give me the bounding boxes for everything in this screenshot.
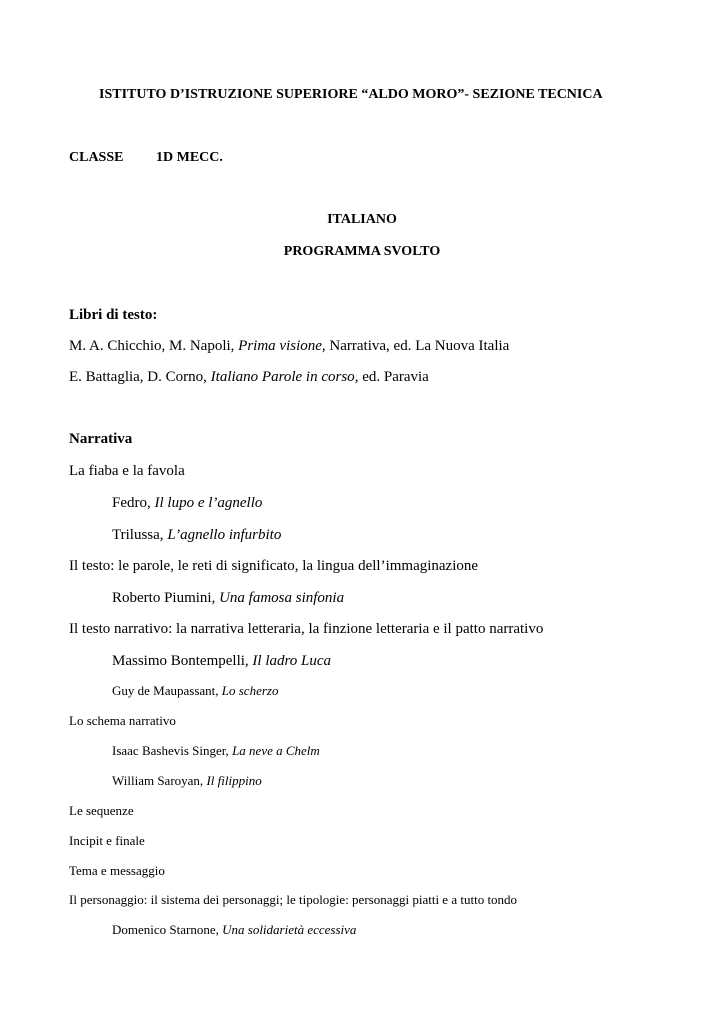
topic-schema: Lo schema narrativo (69, 713, 176, 728)
institute-heading: ISTITUTO D’ISTRUZIONE SUPERIORE “ALDO MORO”- SEZIONE TECNICA (99, 87, 603, 102)
reading-bontempelli-title: Il ladro Luca (252, 653, 332, 669)
class-label: CLASSE (69, 150, 124, 165)
subject-title: ITALIANO (327, 212, 397, 227)
reading-starnone-author: Domenico Starnone, (112, 922, 223, 937)
reading-fedro-title: Il lupo e l’agnello (154, 495, 263, 511)
reading-saroyan (112, 774, 262, 787)
program-title: PROGRAMMA SVOLTO (283, 244, 441, 259)
textbook-1 (69, 339, 509, 354)
reading-saroyan-title: Il filippino (206, 773, 262, 788)
reading-trilussa-title: L’agnello infurbito (167, 527, 282, 543)
reading-maupassant (112, 684, 278, 697)
reading-piumini-title: Una famosa sinfonia (219, 590, 345, 606)
reading-piumini (112, 591, 344, 606)
textbook-2-title: Italiano Parole in corso (210, 369, 355, 385)
topic-testo: Il testo: le parole, le reti di significato, la lingua dell’immaginazione (69, 558, 479, 574)
reading-maupassant-title: Lo scherzo (221, 683, 279, 698)
reading-piumini-author: Roberto Piumini, (112, 590, 220, 606)
topic-tema: Tema e messaggio (69, 863, 165, 878)
reading-trilussa-author: Trilussa, (112, 527, 168, 543)
textbook-1-publisher: , Narrativa, ed. La Nuova Italia (321, 338, 510, 354)
reading-fedro (112, 496, 262, 511)
textbook-2-authors: E. Battaglia, D. Corno, (69, 369, 211, 385)
textbook-1-authors: M. A. Chicchio, M. Napoli, (69, 338, 239, 354)
reading-fedro-author: Fedro, (112, 495, 155, 511)
reading-bontempelli (112, 654, 331, 669)
textbooks-heading: Libri di testo: (69, 307, 158, 323)
reading-starnone (112, 923, 356, 936)
class-value: 1D MECC. (156, 150, 223, 165)
reading-starnone-title: Una solidarietà eccessiva (222, 922, 357, 937)
narrativa-heading: Narrativa (69, 431, 133, 447)
reading-maupassant-author: Guy de Maupassant, (112, 683, 222, 698)
reading-saroyan-author: William Saroyan, (112, 773, 207, 788)
topic-testo-narrativo: Il testo narrativo: la narrativa letteraria, la finzione letteraria e il patto narrativo (69, 621, 544, 637)
topic-personaggio: Il personaggio: il sistema dei personaggi; le tipologie: personaggi piatti e a tutto tondo (69, 892, 518, 907)
reading-singer-title: La neve a Chelm (232, 743, 320, 758)
textbook-2 (69, 370, 429, 385)
textbook-2-publisher: , ed. Paravia (354, 369, 429, 385)
textbook-1-title: Prima visione (238, 338, 322, 354)
reading-bontempelli-author: Massimo Bontempelli, (112, 653, 253, 669)
reading-singer-author: Isaac Bashevis Singer, (112, 743, 233, 758)
topic-fiaba: La fiaba e la favola (69, 463, 185, 479)
reading-singer (112, 744, 320, 757)
topic-sequenze: Le sequenze (69, 803, 134, 818)
topic-incipit: Incipit e finale (69, 833, 145, 848)
reading-trilussa (112, 528, 281, 543)
